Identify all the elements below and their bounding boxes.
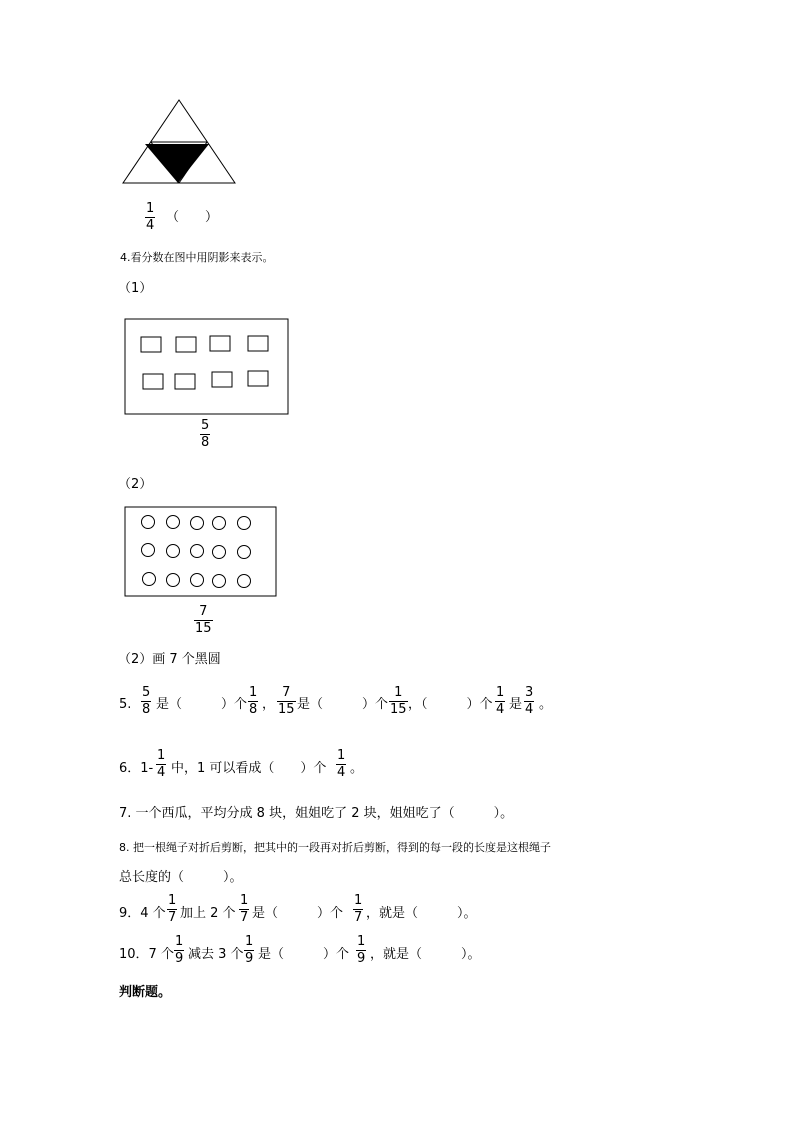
numerator: 7 (282, 685, 291, 700)
denominator: 8 (142, 702, 151, 717)
small-circle (213, 517, 226, 530)
q9-prefix: 9．4 个 (119, 906, 166, 921)
q9-text-2: 是（ ）个 (252, 906, 344, 921)
numerator: 1 (337, 748, 346, 763)
q4-part2-fraction (194, 605, 213, 636)
q10-text-3: ，就是（ ）。 (370, 947, 481, 962)
denominator: 8 (201, 435, 210, 450)
q10-frac-2 (244, 935, 254, 966)
numerator: 7 (199, 604, 208, 619)
q5-frac-4 (389, 686, 408, 717)
q5-frac-5 (495, 686, 505, 717)
q9-frac-1 (167, 894, 177, 925)
q9-text-3: ，就是（ ）。 (366, 906, 477, 921)
small-circle (238, 575, 251, 588)
denominator: 15 (278, 702, 295, 717)
numerator: 1 (240, 893, 249, 908)
numerator: 1 (249, 685, 258, 700)
q5-text-4: ，（ ）个 (408, 697, 493, 712)
denominator: 4 (337, 765, 346, 780)
q10-text-1: 减去 3 个 (188, 947, 244, 962)
numerator: 1 (496, 685, 505, 700)
numerator: 1 (354, 893, 363, 908)
denominator: 15 (195, 621, 212, 636)
numerator: 1 (146, 201, 155, 216)
small-circle (167, 545, 180, 558)
small-circle (213, 575, 226, 588)
denominator: 7 (168, 910, 177, 925)
denominator: 7 (354, 910, 363, 925)
numerator: 1 (357, 934, 366, 949)
denominator: 8 (249, 702, 258, 717)
q4-part1-label: （1） (118, 281, 153, 296)
denominator: 9 (245, 951, 254, 966)
denominator: 4 (496, 702, 505, 717)
q6-prefix: 6．1- (119, 761, 154, 776)
q6-end: 。 (350, 761, 364, 776)
q5-frac-6 (524, 686, 534, 717)
numerator: 5 (201, 418, 210, 433)
q5-frac-1 (141, 686, 151, 717)
outer-rect (125, 507, 276, 596)
numerator: 3 (525, 685, 534, 700)
small-circle (191, 545, 204, 558)
small-circle (143, 573, 156, 586)
denominator: 4 (157, 765, 166, 780)
q5-text-5: 是 (509, 697, 523, 712)
small-circle (167, 516, 180, 529)
q3-answer-blank: （ ） (166, 210, 219, 225)
q10-text-2: 是（ ）个 (258, 947, 350, 962)
denominator: 4 (525, 702, 534, 717)
q10-prefix: 10．7 个 (119, 947, 174, 962)
q4-part2-label: （2） (118, 477, 153, 492)
q5-text-2: ， (262, 697, 276, 712)
q9-frac-2 (239, 894, 249, 925)
denominator: 4 (146, 218, 155, 233)
q8-line2: 总长度的（ ）。 (119, 870, 243, 885)
q5-frac-2 (248, 686, 258, 717)
q5-text-6: 。 (539, 697, 553, 712)
small-circle (213, 546, 226, 559)
numerator: 1 (168, 893, 177, 908)
q4-part2-note: （2）画 7 个黑圆 (118, 652, 221, 667)
q7-text: 7. 一个西瓜，平均分成 8 块，姐姐吃了 2 块，姐姐吃了（ ）。 (119, 806, 514, 821)
small-circle (167, 574, 180, 587)
small-circle (238, 546, 251, 559)
denominator: 9 (175, 951, 184, 966)
small-circle (191, 517, 204, 530)
small-circle (142, 544, 155, 557)
small-circle (142, 516, 155, 529)
q9-text-1: 加上 2 个 (180, 906, 236, 921)
q10-frac-1 (174, 935, 184, 966)
small-circle (238, 517, 251, 530)
denominator: 15 (390, 702, 407, 717)
denominator: 7 (240, 910, 249, 925)
q9-frac-3 (353, 894, 363, 925)
q5-number: 5. (119, 697, 132, 712)
numerator: 1 (245, 934, 254, 949)
q5-text-1: 是（ ）个 (156, 697, 248, 712)
q10-frac-3 (356, 935, 366, 966)
numerator: 5 (142, 685, 151, 700)
q5-text-3: 是（ ）个 (297, 697, 389, 712)
denominator: 9 (357, 951, 366, 966)
q8-line1: 8. 把一根绳子对折后剪断，把其中的一段再对折后剪断，得到的每一段的长度是这根绳子 (119, 841, 551, 854)
section-title: 判断题。 (119, 985, 172, 1000)
numerator: 1 (394, 685, 403, 700)
q4-title: 4.看分数在图中用阴影来表示。 (120, 251, 274, 264)
q5-frac-3 (277, 686, 296, 717)
q6-middle: 中，1 可以看成（ ）个 (171, 761, 327, 776)
q6-frac-2 (336, 749, 346, 780)
numerator: 1 (157, 748, 166, 763)
circle-grid (142, 516, 251, 588)
q6-frac-1 (156, 749, 166, 780)
small-circle (191, 574, 204, 587)
numerator: 1 (175, 934, 184, 949)
